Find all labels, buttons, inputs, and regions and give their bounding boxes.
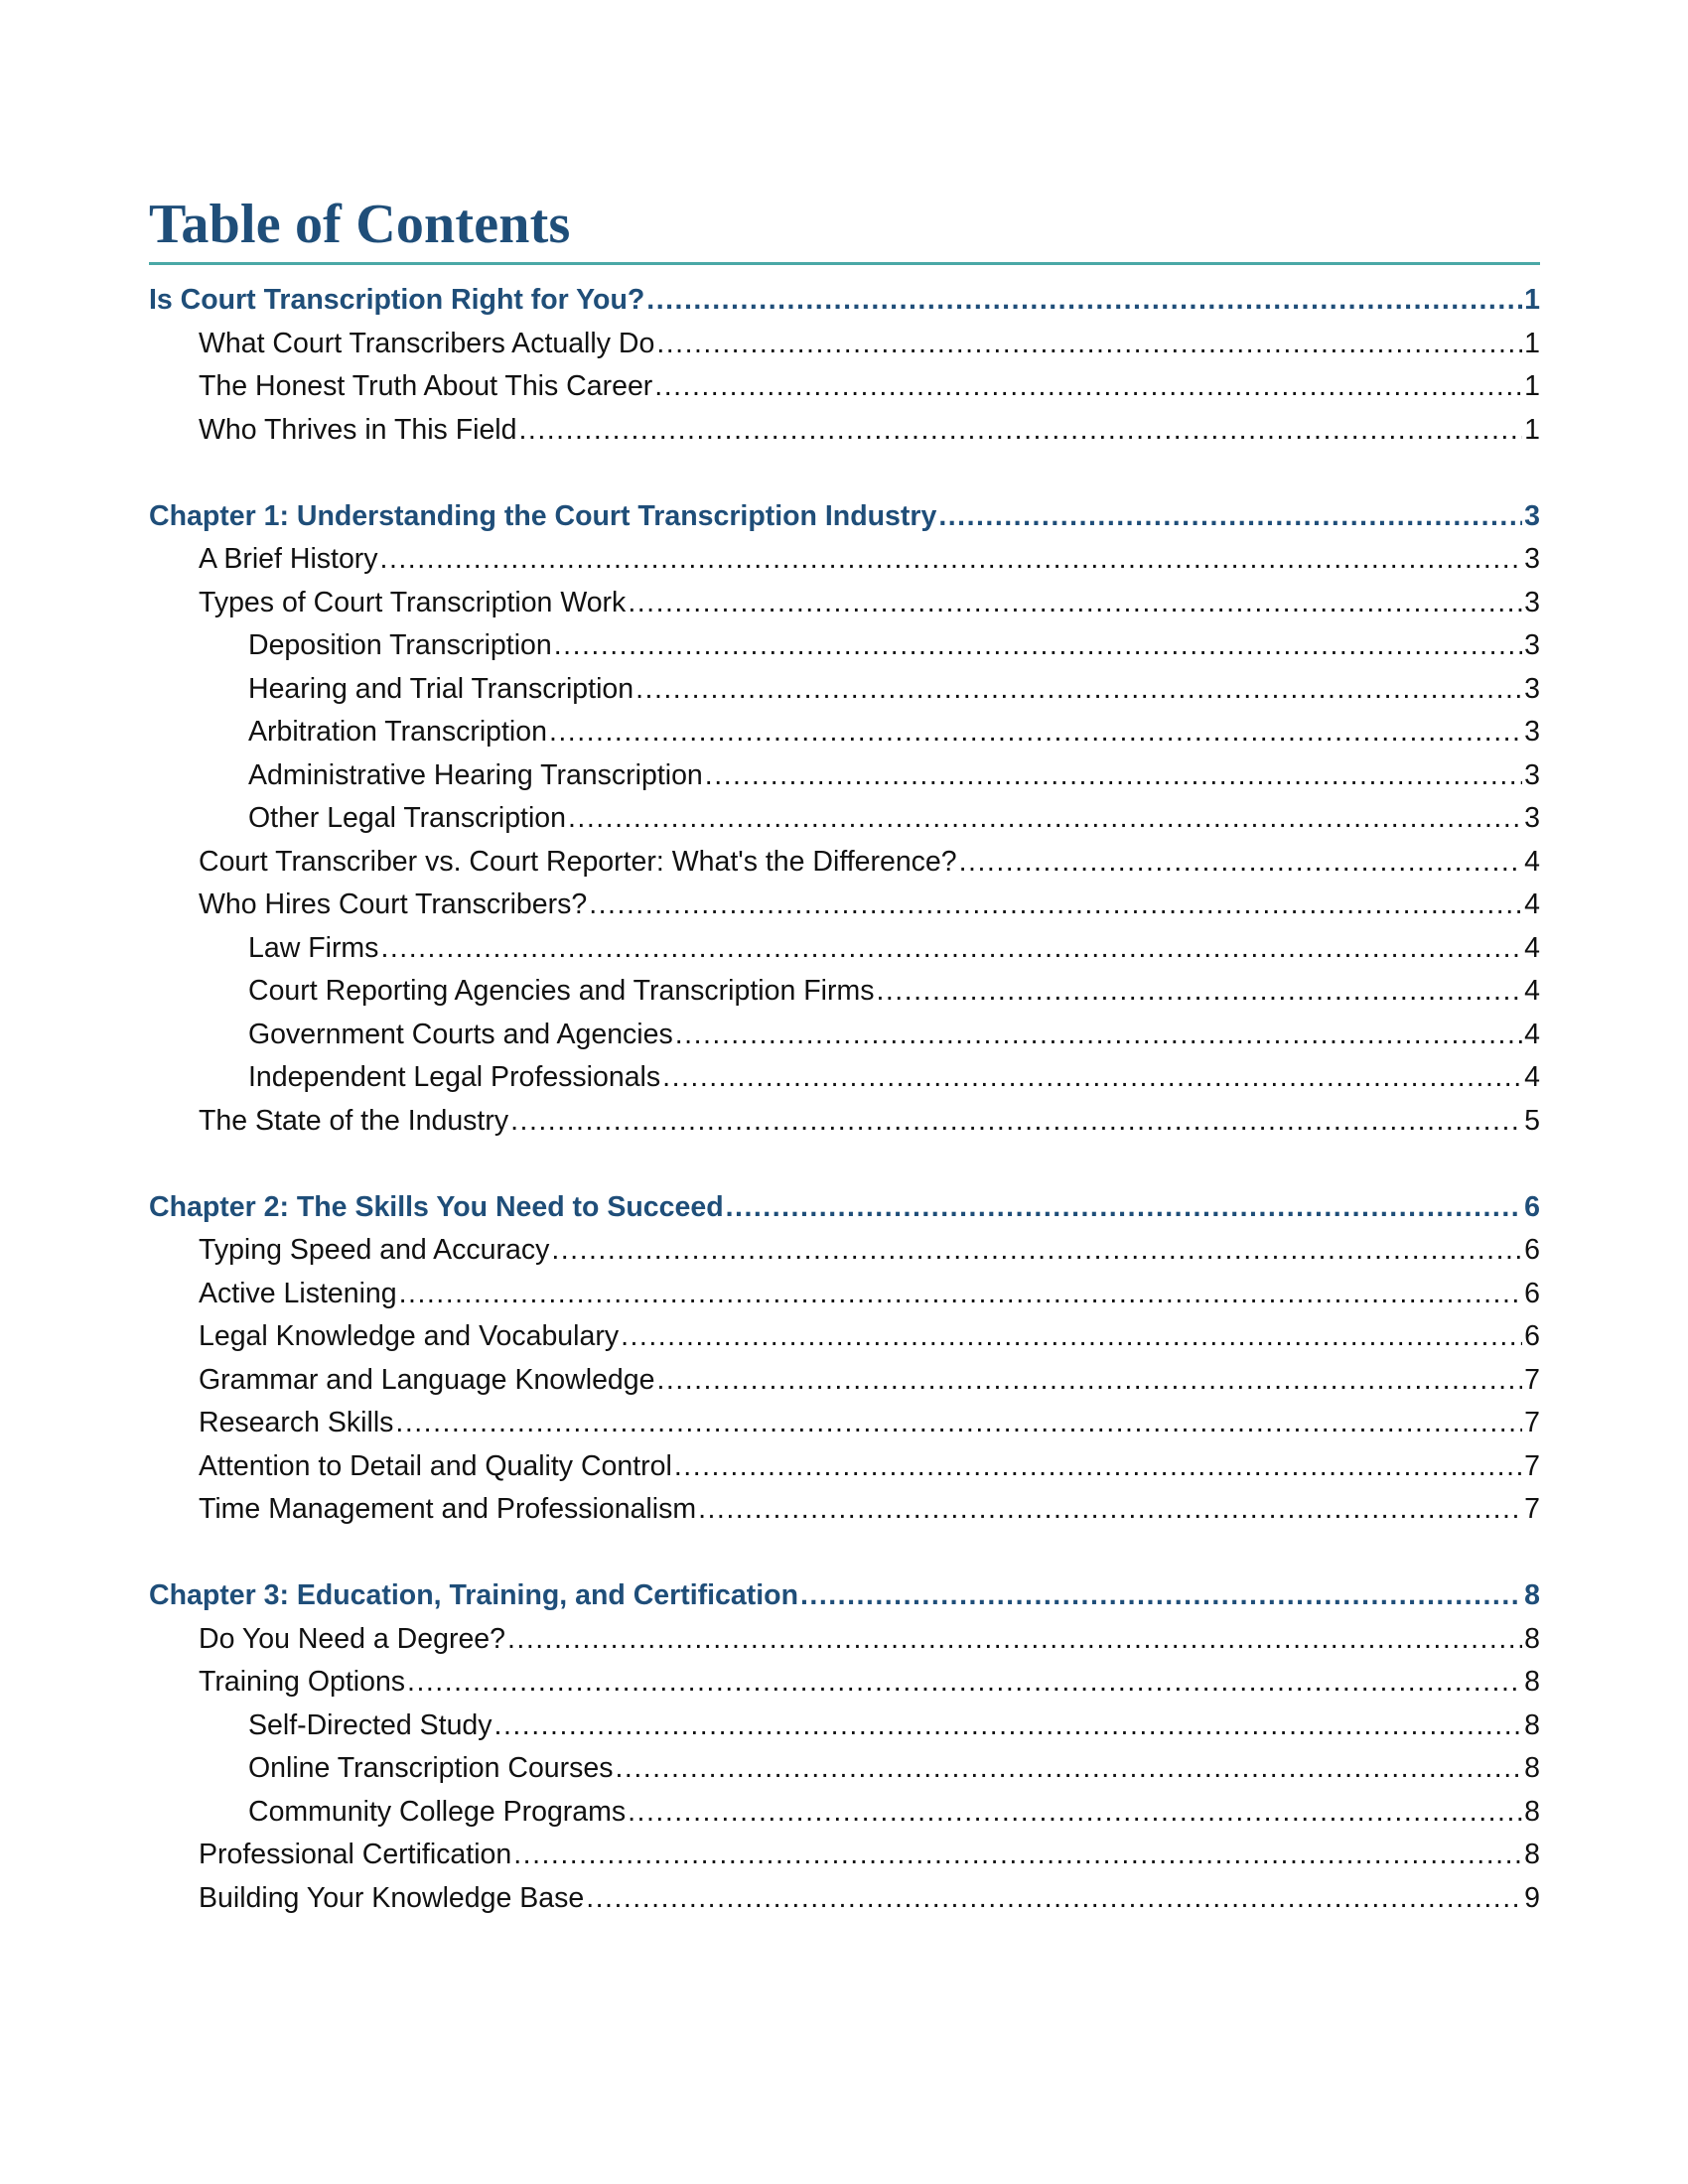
toc-chapter-entry[interactable] — [149, 279, 1540, 323]
toc-entry-label: The Honest Truth About This Career — [199, 370, 653, 402]
dot-leader — [635, 668, 1522, 712]
toc-entry[interactable] — [149, 884, 1540, 927]
toc-page-number: 3 — [1524, 499, 1540, 532]
toc-entry-label: Do You Need a Degree? — [199, 1622, 505, 1655]
dot-leader — [407, 1661, 1522, 1705]
toc-entry-label: Building Your Knowledge Base — [199, 1881, 585, 1914]
toc-entry-label: Attention to Detail and Quality Control — [199, 1449, 672, 1482]
toc-page-number: 8 — [1524, 1708, 1540, 1741]
toc-chapter-entry[interactable] — [149, 1186, 1540, 1230]
toc-page-number: 7 — [1524, 1493, 1540, 1525]
toc-entry[interactable] — [149, 841, 1540, 885]
toc-entry-label: Other Legal Transcription — [248, 802, 566, 834]
dot-leader — [628, 582, 1522, 625]
toc-entry-label: Research Skills — [199, 1407, 394, 1438]
toc-entry-label: Court Reporting Agencies and Transcription Firms — [248, 975, 875, 1007]
toc-entry[interactable] — [149, 1359, 1540, 1403]
section-spacer — [149, 452, 1540, 495]
toc-entry-label: Time Management and Professionalism — [199, 1493, 697, 1525]
dot-leader — [589, 884, 1522, 927]
toc-entry-label: Training Options — [199, 1666, 406, 1698]
toc-entry[interactable] — [149, 1661, 1540, 1705]
toc-page-number: 4 — [1524, 845, 1540, 878]
section-spacer — [149, 1532, 1540, 1575]
toc-entry[interactable] — [149, 970, 1540, 1014]
toc-page-number: 8 — [1524, 1839, 1540, 1870]
dot-leader — [551, 1229, 1522, 1273]
toc-entry-label: Grammar and Language Knowledge — [199, 1363, 655, 1396]
toc-entry-label: Who Hires Court Transcribers? — [199, 888, 588, 920]
toc-page-number: 9 — [1524, 1881, 1540, 1914]
toc-entry[interactable] — [149, 323, 1540, 366]
toc-entry-label: Legal Knowledge and Vocabulary — [199, 1320, 620, 1352]
toc-page-number: 3 — [1524, 716, 1540, 748]
toc-entry-label: Chapter 1: Understanding the Court Transcription Industry — [149, 499, 937, 532]
toc-page-number: 3 — [1524, 802, 1540, 834]
toc-entry-label: Law Firms — [248, 931, 379, 964]
dot-leader — [549, 711, 1522, 754]
dot-leader — [399, 1273, 1523, 1316]
toc-entry[interactable] — [149, 927, 1540, 971]
toc-page-number: 8 — [1524, 1579, 1540, 1611]
toc-entry-label: Court Transcriber vs. Court Reporter: What's the Difference? — [199, 845, 957, 878]
dot-leader — [628, 1791, 1522, 1835]
toc-entry[interactable] — [149, 797, 1540, 841]
dot-leader — [656, 1359, 1522, 1403]
toc-entry-label: A Brief History — [199, 543, 378, 575]
toc-entry[interactable] — [149, 409, 1540, 453]
toc-entry[interactable] — [149, 1618, 1540, 1662]
dot-leader — [959, 841, 1523, 885]
toc-page-number: 3 — [1524, 543, 1540, 575]
section-spacer — [149, 1143, 1540, 1186]
title-divider — [149, 262, 1540, 265]
toc-entry-label: Chapter 3: Education, Training, and Certification — [149, 1579, 798, 1611]
toc-page-number: 7 — [1524, 1363, 1540, 1396]
toc-page-number: 8 — [1524, 1752, 1540, 1784]
toc-page-number: 1 — [1524, 413, 1540, 446]
toc-entry[interactable] — [149, 1315, 1540, 1359]
dot-leader — [518, 409, 1522, 453]
dot-leader — [616, 1747, 1523, 1791]
toc-chapter-entry[interactable] — [149, 1574, 1540, 1618]
toc-entry[interactable] — [149, 1445, 1540, 1489]
toc-entry[interactable] — [149, 1014, 1540, 1057]
dot-leader — [494, 1705, 1523, 1748]
toc-page-number: 8 — [1524, 1795, 1540, 1828]
toc-entry[interactable] — [149, 538, 1540, 582]
dot-leader — [674, 1445, 1522, 1489]
dot-leader — [800, 1574, 1522, 1618]
toc-page — [149, 189, 1540, 1920]
toc-page-number: 7 — [1524, 1449, 1540, 1482]
toc-page-number: 6 — [1524, 1320, 1540, 1352]
toc-entry[interactable] — [149, 1705, 1540, 1748]
toc-page-number: 4 — [1524, 1061, 1540, 1093]
toc-entry[interactable] — [149, 624, 1540, 668]
dot-leader — [675, 1014, 1522, 1057]
dot-leader — [656, 323, 1522, 366]
dot-leader — [621, 1315, 1522, 1359]
dot-leader — [554, 624, 1522, 668]
toc-entry[interactable] — [149, 754, 1540, 798]
toc-page-number: 3 — [1524, 672, 1540, 705]
toc-page-number: 3 — [1524, 758, 1540, 791]
toc-page-number: 4 — [1524, 1018, 1540, 1050]
toc-entry-label: Administrative Hearing Transcription — [248, 758, 703, 791]
toc-page-number: 8 — [1524, 1622, 1540, 1655]
toc-page-number: 4 — [1524, 888, 1540, 920]
toc-entry[interactable] — [149, 1100, 1540, 1144]
toc-entry[interactable] — [149, 1834, 1540, 1877]
toc-entry[interactable] — [149, 582, 1540, 625]
toc-entry-label: Typing Speed and Accuracy — [199, 1234, 550, 1266]
toc-entry[interactable] — [149, 1877, 1540, 1921]
dot-leader — [395, 1402, 1522, 1445]
dot-leader — [662, 1056, 1522, 1100]
dot-leader — [568, 797, 1522, 841]
dot-leader — [654, 365, 1522, 409]
toc-entry-label: Arbitration Transcription — [248, 716, 547, 748]
toc-entry-label: The State of the Industry — [199, 1104, 509, 1137]
toc-entry-label: Types of Court Transcription Work — [199, 586, 627, 618]
toc-entry[interactable] — [149, 1791, 1540, 1835]
toc-page-number: 7 — [1524, 1407, 1540, 1438]
toc-page-number: 1 — [1524, 284, 1540, 316]
toc-page-number: 6 — [1524, 1277, 1540, 1309]
toc-list — [149, 279, 1540, 1920]
toc-page-number: 3 — [1524, 629, 1540, 661]
toc-page-number: 4 — [1524, 931, 1540, 964]
toc-page-number: 8 — [1524, 1666, 1540, 1698]
toc-entry-label: Professional Certification — [199, 1839, 512, 1870]
toc-page-number: 3 — [1524, 586, 1540, 618]
toc-entry[interactable] — [149, 668, 1540, 712]
dot-leader — [646, 279, 1522, 323]
toc-chapter-entry[interactable] — [149, 495, 1540, 539]
toc-entry-label: Who Thrives in This Field — [199, 413, 517, 446]
toc-entry-label: Hearing and Trial Transcription — [248, 672, 634, 705]
toc-entry[interactable] — [149, 711, 1540, 754]
dot-leader — [705, 754, 1522, 798]
toc-entry-label: Is Court Transcription Right for You? — [149, 284, 645, 316]
toc-entry[interactable] — [149, 1056, 1540, 1100]
toc-entry[interactable] — [149, 1229, 1540, 1273]
toc-page-number: 6 — [1524, 1234, 1540, 1266]
dot-leader — [380, 927, 1522, 971]
dot-leader — [938, 495, 1522, 539]
toc-page-number: 6 — [1524, 1190, 1540, 1223]
page-title: Table of Contents — [149, 194, 571, 255]
dot-leader — [726, 1186, 1523, 1230]
dot-leader — [513, 1834, 1522, 1877]
toc-entry[interactable] — [149, 1402, 1540, 1445]
toc-entry[interactable] — [149, 365, 1540, 409]
dot-leader — [507, 1618, 1522, 1662]
toc-entry[interactable] — [149, 1747, 1540, 1791]
toc-entry-label: Self-Directed Study — [248, 1708, 492, 1741]
toc-entry-label: Chapter 2: The Skills You Need to Succeed — [149, 1190, 724, 1223]
toc-page-number: 4 — [1524, 975, 1540, 1007]
dot-leader — [586, 1877, 1522, 1921]
toc-entry-label: Deposition Transcription — [248, 629, 552, 661]
dot-leader — [698, 1488, 1522, 1532]
toc-entry[interactable] — [149, 1488, 1540, 1532]
toc-entry-label: Independent Legal Professionals — [248, 1061, 661, 1093]
dot-leader — [876, 970, 1522, 1014]
toc-entry-label: Active Listening — [199, 1277, 397, 1309]
toc-entry-label: Government Courts and Agencies — [248, 1018, 673, 1050]
toc-entry[interactable] — [149, 1273, 1540, 1316]
dot-leader — [380, 538, 1523, 582]
toc-page-number: 5 — [1524, 1104, 1540, 1137]
toc-entry-label: Online Transcription Courses — [248, 1752, 614, 1784]
dot-leader — [510, 1100, 1522, 1144]
toc-page-number: 1 — [1524, 327, 1540, 359]
toc-entry-label: Community College Programs — [248, 1795, 627, 1828]
toc-page-number: 1 — [1524, 370, 1540, 402]
toc-entry-label: What Court Transcribers Actually Do — [199, 327, 655, 359]
